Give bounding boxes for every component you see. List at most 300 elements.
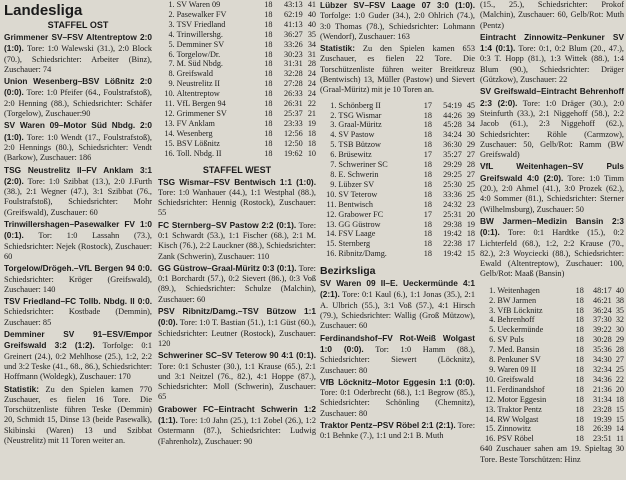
match-headline: Torgelow/Drögeh.–VfL Bergen 94 0:0.	[4, 263, 152, 274]
games-played: 18	[264, 0, 273, 9]
standings-row	[320, 220, 475, 230]
match-headline: TSG Neustrelitz II–FV Anklam 3:1 (2:0).	[4, 164, 152, 186]
points: 18	[466, 229, 475, 239]
team-name: Graal-Müritz	[338, 120, 382, 130]
goal-difference: 26:31	[284, 99, 303, 109]
games-played: 18	[264, 9, 273, 19]
team-name: Ferdinandshof	[497, 384, 545, 394]
games-played: 18	[575, 384, 584, 394]
rank: 13.	[326, 219, 337, 229]
points: 32	[615, 315, 624, 325]
games-played: 17	[423, 209, 432, 219]
team-name: SV Puls	[497, 335, 524, 345]
team-name: Pasewalker FV	[176, 9, 227, 19]
goal-difference: 62:19	[284, 9, 303, 19]
rank: 10.	[326, 189, 337, 199]
standings-row	[480, 345, 624, 355]
rank: 15.	[485, 424, 496, 434]
game-report	[480, 161, 624, 214]
game-report	[320, 0, 475, 42]
rank: 6.	[330, 150, 337, 160]
match-details: Tore: 0:1 Hardtke (15.), 0:2 Lichterfeld (68.), 1:2, 2:2 Krause (70., 82.), 2:3 Woyciecki (88.), Schiedsrichter: Ewald (Altentreptow), Zuschauer: 100, Gelb/Rot: Maaß (Bansin)	[480, 228, 624, 279]
games-played: 18	[423, 219, 432, 229]
match-headline: SV Waren 09–Motor Süd Nbdg. 2:0 (1:0).	[4, 120, 152, 142]
standings-row	[158, 30, 316, 40]
rank: 1.	[168, 0, 175, 9]
team-name: Behrenhoff	[497, 315, 535, 325]
game-report	[480, 32, 624, 85]
standings-row	[320, 160, 475, 170]
rank: 4.	[330, 130, 337, 140]
points: 17	[466, 239, 475, 249]
match-headline: Ferdinandshof–FV Rot-Weiß Wolgast 1:0 (0:0).	[320, 332, 475, 354]
match-details: Tore: 1:0 Timm (20.), 2:0 Ahmel (41.), 3:0 Prozek (62.), 4:0 Sommer (81.), Schiedsrichter: Sterner (Wilhelmsburg), Zuschauer: 50	[480, 173, 624, 214]
rank: 14.	[326, 229, 337, 239]
ost-standings-table	[158, 0, 316, 159]
team-name: Greifswald	[497, 374, 534, 384]
rank: 13.	[485, 404, 496, 414]
points: 14	[615, 424, 624, 434]
games-played: 18	[575, 295, 584, 305]
goal-difference: 30:23	[284, 49, 303, 59]
standings-row	[158, 59, 316, 69]
games-played: 18	[264, 19, 273, 29]
goal-difference: 23:28	[593, 404, 612, 414]
goal-difference: 29:29	[443, 160, 462, 170]
game-report	[158, 306, 316, 349]
points: 22	[307, 99, 316, 109]
rank: 9.	[330, 179, 337, 189]
points: 11	[616, 434, 624, 444]
points: 23	[466, 199, 475, 209]
standings-row	[158, 89, 316, 99]
points: 30	[615, 325, 624, 335]
games-played: 18	[423, 130, 432, 140]
goal-difference: 36:27	[284, 29, 303, 39]
standings-row	[480, 315, 624, 325]
points: 34	[307, 39, 316, 49]
team-name: TSB Bützow	[338, 140, 381, 150]
standings-row	[480, 385, 624, 395]
team-name: Ribnitz/Damg.	[338, 249, 387, 259]
goal-difference: 25:37	[284, 108, 303, 118]
column-2	[158, 0, 316, 480]
page-title: Landesliga	[4, 2, 83, 19]
match-headline: TSV Friedland–FC Tollb. Nbdg. II 0:0.	[4, 296, 152, 307]
games-played: 18	[575, 335, 584, 345]
match-details: Tore: 0:1 Schwardt (53.), 1:1 Fischer (68.), 2:1 M. Kisch (76.), 2:2 Lauckner (88.), Schiedsrichter: Zank (Schwerin), Zuschauer: 110	[158, 220, 316, 261]
bez-games	[320, 278, 475, 441]
team-name: Toll. Nbdg. II	[176, 148, 222, 158]
standings-row	[320, 130, 475, 140]
team-name: Waren 09 II	[497, 364, 537, 374]
goal-difference: 41:13	[284, 19, 303, 29]
games-played: 18	[575, 345, 584, 355]
goal-difference: 31:31	[284, 59, 303, 69]
rank: 4.	[489, 315, 496, 325]
match-headline: BW Jarmen–Medizin Bansin 2:3 (0:1).	[480, 215, 624, 238]
match-headline: Traktor Pentz–PSV Röbel 2:1 (2:1).	[320, 420, 456, 431]
rank: 10.	[164, 89, 175, 99]
match-details: Tore: 1:0 Wanhauer (44.), 1:1 Westphal (88.), Schiedsrichter: Hennig (Rostock), Zuschauer: 55	[158, 187, 316, 218]
points: 34	[466, 120, 475, 130]
rank: 3.	[330, 120, 337, 130]
rank: 8.	[330, 170, 337, 180]
match-details: Tore: 1:0 Pfeifer (64., Foulstrafstoß), 2:0 Henning (88.), Schiedsrichter: Schäfer (Torgelow), Zuschauer:90	[4, 88, 152, 119]
rank: 3.	[489, 305, 496, 315]
games-played: 18	[264, 99, 273, 109]
match-details: Tore: 1:0 Walewski (31.), 2:0 Block (70.), Schiedsrichter: Arbeiter (Binz), Zuschauer: 74	[4, 44, 152, 74]
standings-row	[320, 150, 475, 160]
team-name: Torgelow/Dr.	[176, 49, 221, 59]
goal-difference: 29:38	[443, 219, 462, 229]
game-report	[480, 86, 624, 160]
rank: 9.	[168, 79, 175, 89]
goal-difference: 36:24	[593, 305, 612, 315]
standings-row	[158, 50, 316, 60]
west-statistics	[320, 43, 475, 95]
points: 29	[615, 335, 624, 345]
team-name: SV Teterow	[338, 189, 378, 199]
team-name: TSG Wismar	[338, 110, 382, 120]
standings-row	[158, 139, 316, 149]
bez-statistics	[480, 444, 624, 465]
games-played: 18	[575, 434, 584, 444]
goal-difference: 26:39	[593, 424, 612, 434]
match-details: Tore: 1:0 Wendt (17., Foulstrafstoß), 2:0 Hennings (80.), Schiedsrichter: Vendt (Barkow), Zuschauer: 186	[4, 132, 152, 163]
rank: 6.	[168, 49, 175, 59]
goal-difference: 46:21	[593, 295, 612, 305]
points: 40	[615, 285, 624, 295]
games-played: 18	[264, 69, 273, 79]
points: 18	[307, 128, 316, 138]
team-name: VfB Löcknitz	[497, 305, 543, 315]
game-report	[4, 219, 152, 262]
standings-row	[320, 170, 475, 180]
goal-difference: 39:22	[593, 325, 612, 335]
match-headline: SV Waren 09 II–E. Ueckermünde 4:1 (2:1).	[320, 278, 475, 300]
standings-row	[320, 249, 475, 259]
team-name: Schweriner SC	[338, 160, 388, 170]
match-headline: VfL Weitenhagen–SV Puls Greifswald 4:0 (2:0).	[480, 161, 624, 183]
goal-difference: 35:36	[593, 345, 612, 355]
goal-difference: 22:38	[443, 239, 462, 249]
match-details: Tore: 1:0 Dräger (30.), 2:0 Steinfurth (33.), 2:1 Niggehoff (58.), 2:2 Jacob (61.), 2:3 Niggehoff (62.), Schiedsrichter: Röhle (Carmzow), Zuschauer: 50, Gelb/Rot: Ramm (BW Greifswald)	[480, 98, 624, 160]
goal-difference: 44:26	[443, 110, 462, 120]
rank: 9.	[489, 364, 496, 374]
team-name: Traktor Pentz	[497, 404, 542, 414]
west-standings-table	[320, 101, 475, 260]
points: 19	[466, 219, 475, 229]
games-played: 18	[575, 404, 584, 414]
standings-row	[480, 325, 624, 335]
rank: 11.	[164, 99, 175, 109]
games-played: 18	[264, 49, 273, 59]
games-played: 18	[423, 249, 432, 259]
game-report	[4, 32, 152, 75]
match-headline: SV Greifswald–Eintracht Behrenhoff 2:3 (2:0).	[480, 86, 624, 108]
games-played: 18	[423, 189, 432, 199]
statistics-text: 640 Zuschauer sahen am 19. Spieltag 30 Tore. Beste Torschützen: Hinz	[480, 444, 624, 464]
goal-difference: 23:33	[284, 118, 303, 128]
team-name: VfL Bergen 94	[176, 99, 226, 109]
rank: 11.	[326, 199, 337, 209]
rank: 12.	[485, 394, 496, 404]
points: 25	[466, 179, 475, 189]
rank: 8.	[489, 355, 496, 365]
team-name: FV Anklam	[176, 118, 215, 128]
match-details: Tore: 1:0 Jahn (25.), 1:1 Zobel (26.), 1:2 Ostermann (87.), Schiedsrichter: Ludwig (Fahrenholz), Zuschauer: 90	[158, 416, 316, 446]
games-played: 18	[575, 374, 584, 384]
goal-difference: 48:17	[593, 285, 612, 295]
statistics-text: Zu den Spielen kamen 770 Zuschauer, es fielen 16 Tore. Die Torschützenliste führen Teske (Demmin) 20, Schmidt 15, Dinse 13 (beide Pasewalk), Skibinski (Waren) 13 und Szibbat (Neustrelitz) mit 11 Toren weiter an.	[4, 384, 152, 445]
standings-row	[158, 149, 316, 159]
rank: 12.	[164, 108, 175, 118]
bezirksliga-standings-table	[480, 286, 624, 445]
goal-difference: 23:51	[593, 434, 612, 444]
points: 35	[307, 29, 316, 39]
games-played: 17	[423, 100, 432, 110]
team-name: Sternberg	[338, 239, 371, 249]
points: 28	[307, 59, 316, 69]
points: 25	[466, 189, 475, 199]
standings-row	[320, 190, 475, 200]
points: 28	[615, 345, 624, 355]
rank: 15.	[164, 138, 175, 148]
bezirksliga-heading: Bezirksliga	[320, 265, 376, 278]
match-headline: Schweriner SC–SV Teterow 90 4:1 (0:1).	[158, 350, 316, 361]
points: 10	[307, 148, 316, 158]
statistics-label: Statistik:	[4, 383, 40, 394]
points: 15	[615, 404, 624, 414]
rank: 7.	[489, 345, 496, 355]
games-played: 18	[264, 39, 273, 49]
match-details: Tore: 0:1 Borchardt (57.), 0:2 Sievert (86.), 0:3 Voß (89.), Schiedsrichter: Schulze (Malchin), Zuschauer: 60	[158, 263, 316, 304]
points: 18	[615, 394, 624, 404]
team-name: Weitenhagen	[497, 285, 540, 295]
match-headline: Trinwillershagen–Pasewalker FV 1:0 (0:1).	[4, 219, 152, 241]
points: 38	[615, 295, 624, 305]
game-report	[4, 76, 152, 119]
rank: 5.	[168, 39, 175, 49]
goal-difference: 31:34	[593, 394, 612, 404]
goal-difference: 43:13	[284, 0, 303, 9]
standings-row	[480, 355, 624, 365]
team-name: Neustrelitz II	[176, 79, 220, 89]
match-details: Tor: 1:0 Lassahn (73.), Schiedsrichter: Nejek (Rostock), Zuschauer: 60	[4, 231, 152, 261]
standings-row	[320, 120, 475, 130]
standings-row	[320, 229, 475, 239]
match-details: Tore: 1:0 Szibbat (13.), 2:0 J.Furth (38.), 2:1 Wegner (47.), 3:1 Szibbat (76., Foulstrafstoß), Schiedsrichter: Mohr (Greifswald), Zuschauer: 60	[4, 176, 152, 217]
goal-difference: 37:30	[593, 315, 612, 325]
match-details: Schiedsrichter: Kröger (Greifswald), Zuschauer: 140	[4, 274, 152, 294]
games-played: 18	[264, 138, 273, 148]
team-name: GG Güstrow	[338, 219, 381, 229]
rank: 16.	[326, 249, 337, 259]
game-report	[158, 263, 316, 305]
standings-row	[320, 101, 475, 111]
game-report	[320, 377, 475, 419]
points: 31	[307, 49, 316, 59]
team-name: Brüsewitz	[338, 150, 372, 160]
rank: 12.	[326, 209, 337, 219]
goal-difference: 33:26	[284, 39, 303, 49]
goal-difference: 19:42	[443, 229, 462, 239]
match-details: Schiedsrichter: Kostbade (Demmin), Zuschauer: 85	[4, 307, 152, 327]
goal-difference: 34:24	[443, 130, 462, 140]
goal-difference: 35:27	[443, 150, 462, 160]
rank: 16.	[485, 434, 496, 444]
goal-difference: 32:34	[593, 364, 612, 374]
standings-row	[158, 119, 316, 129]
game-report	[158, 220, 316, 262]
goal-difference: 27:28	[284, 79, 303, 89]
standings-row	[320, 111, 475, 121]
games-played: 18	[423, 110, 432, 120]
rank: 7.	[168, 59, 175, 69]
games-played: 18	[575, 364, 584, 374]
standings-row	[158, 99, 316, 109]
games-played: 18	[423, 239, 432, 249]
points: 24	[307, 69, 316, 79]
standings-row	[480, 365, 624, 375]
rank: 14.	[164, 128, 175, 138]
match-details: Tore: 0:1 Schuster (30.), 1:1 Krause (65.), 2:1 und 3:1 Neitzel (76., 82.), 4:1 Hoppe (87.), Schiedsrichter: Moll (Schwerin), Zuschauer: 65	[158, 361, 316, 402]
team-name: BW Jarmen	[497, 295, 537, 305]
rank: 14.	[485, 414, 496, 424]
standings-row	[158, 20, 316, 30]
rank: 16.	[164, 148, 175, 158]
standings-row	[480, 395, 624, 405]
goal-difference: 32:28	[284, 69, 303, 79]
team-name: Zinnowitz	[497, 424, 531, 434]
goal-difference: 26:33	[284, 89, 303, 99]
rank: 10.	[485, 374, 496, 384]
goal-difference: 24:32	[443, 199, 462, 209]
points: 24	[307, 89, 316, 99]
games-played: 18	[264, 128, 273, 138]
goal-difference: 19:42	[443, 249, 462, 259]
game-report	[158, 177, 316, 219]
goal-difference: 45:28	[443, 120, 462, 130]
match-headline: Eintracht Zinnowitz–Penkuner SV 1:4 (0:1).	[480, 31, 624, 54]
match-details: Tore: 0:1, 0:2 Blum (20., 47.), 0:3 T. Hopp (81.), 1:3 Wittek (88.), 1:4 Blum (90.), Schiedsrichter: Dräger (Gützkow), Zuschauer: 22	[480, 44, 624, 85]
match-headline: GG Güstrow–Graal-Müritz 0:3 (0:1).	[158, 262, 297, 273]
match-headline: VfB Löcknitz–Motor Eggesin 1:1 (0:0).	[320, 376, 475, 387]
team-name: FSV Laage	[338, 229, 376, 239]
goal-difference: 54:19	[443, 100, 462, 110]
team-name: Altentreptow	[176, 89, 220, 99]
points: 27	[466, 150, 475, 160]
game-report	[4, 120, 152, 163]
rank: 1.	[330, 100, 337, 110]
games-played: 17	[423, 150, 432, 160]
game-report	[4, 329, 152, 382]
team-name: PSV Röbel	[497, 434, 534, 444]
team-name: BSV Lößnitz	[176, 138, 220, 148]
games-played: 18	[264, 59, 273, 69]
game-report	[480, 216, 624, 280]
points: 30	[466, 130, 475, 140]
team-name: SV Pastow	[338, 130, 375, 140]
game-report	[158, 404, 316, 447]
team-name: Wesenberg	[176, 128, 213, 138]
bez-games-2	[480, 32, 624, 280]
match-details: Tore: 0:1 Behnke (7.), 1:1 und 2:1 B. Muth	[320, 421, 475, 441]
games-played: 18	[264, 108, 273, 118]
games-played: 18	[575, 305, 584, 315]
match-details: Tore: 1:0 T. Bastian (51.), 1:1 Güst (60.), Schiedsrichter: Leutner (Rostock), Zuschauer: 120	[158, 318, 316, 348]
goal-difference: 25:31	[443, 209, 462, 219]
match-headline: Grimmener SV–FSV Altentreptow 2:0 (1:0).	[4, 32, 152, 54]
game-report	[4, 296, 152, 328]
standings-row	[158, 109, 316, 119]
match-headline: TSG Wismar–FSV Bentwisch 1:1 (1:0).	[158, 176, 316, 187]
points: 21	[307, 108, 316, 118]
points: 24	[307, 79, 316, 89]
goal-difference: 33:36	[443, 189, 462, 199]
column-4	[480, 0, 624, 480]
points: 22	[615, 374, 624, 384]
standings-row	[320, 180, 475, 190]
rank: 15.	[326, 239, 337, 249]
points: 28	[466, 160, 475, 170]
points: 19	[307, 118, 316, 128]
games-played: 18	[423, 120, 432, 130]
match-headline: Union Wesenberg–BSV Lößnitz 2:0 (0:0).	[4, 76, 152, 98]
match-details: Tor: 1:0 Hamm (88.), Schiedsrichter: Siewert (Löcknitz), Zuschauer: 80	[320, 344, 475, 375]
team-name: Lübzer SV	[338, 179, 375, 189]
standings-row	[480, 296, 624, 306]
standings-row	[320, 239, 475, 249]
points: 40	[307, 19, 316, 29]
games-played: 18	[575, 394, 584, 404]
points: 20	[466, 209, 475, 219]
goal-difference: 19:62	[284, 148, 303, 158]
game-report-continued	[480, 0, 624, 31]
statistics-text: Zu den Spielen kamen 653 Zuschauer, es fielen 22 Tore. Die Torschützenliste führen weiter Breitkreuz (Bentwisch) 13, Müller (Pastow) und Sievert (Graal-Müritz) mit je 10 Toren an.	[320, 44, 475, 95]
match-headline: FC Sternberg–SV Pastow 2:2 (0:1).	[158, 219, 297, 230]
goal-difference: 12:50	[284, 138, 303, 148]
points: 27	[615, 355, 624, 365]
games-played: 18	[423, 199, 432, 209]
games-played: 18	[575, 414, 584, 424]
ost-statistics	[4, 384, 152, 447]
rank: 6.	[489, 335, 496, 345]
standings-row	[480, 286, 624, 296]
rank: 13.	[164, 118, 175, 128]
games-played: 18	[575, 315, 584, 325]
match-details: Torfolge: 1:0 Guder (34.), 2:0 Ohlrich (74.), 3:0 Thomas (78.), Schiedsrichter: Lohmann (Wendorf), Zuschauer: 163	[320, 11, 475, 41]
rank: 8.	[168, 69, 175, 79]
games-played: 18	[423, 170, 432, 180]
standings-row	[320, 200, 475, 210]
team-name: Greifswald	[176, 69, 213, 79]
rank: 11.	[485, 384, 496, 394]
game-report	[320, 420, 475, 442]
games-played: 18	[264, 118, 273, 128]
games-played: 18	[423, 140, 432, 150]
rank: 2.	[330, 110, 337, 120]
team-name: Grabower FC	[338, 209, 384, 219]
team-name: SV Waren 09	[176, 0, 221, 9]
goal-difference: 12:56	[284, 128, 303, 138]
standings-row	[480, 375, 624, 385]
points: 15	[615, 414, 624, 424]
games-played: 18	[423, 229, 432, 239]
team-name: Med. Bansin	[497, 345, 540, 355]
standings-row	[480, 424, 624, 434]
